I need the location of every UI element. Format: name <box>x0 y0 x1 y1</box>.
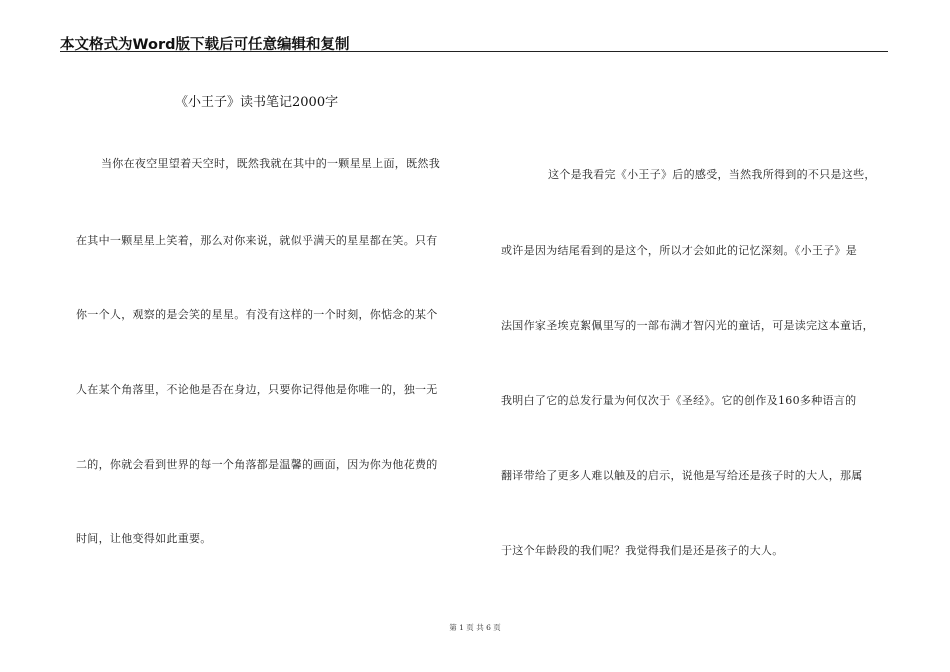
paragraph-line: 人在某个角落里，不论他是否在身边，只要你记得他是你唯一的，独一无 <box>76 383 438 396</box>
paragraph-line: 法国作家圣埃克絮佩里写的一部布满才智闪光的童话，可是读完这本童话， <box>501 319 874 332</box>
paragraph-line: 翻译带给了更多人难以触及的启示，说他是写给还是孩子时的大人，那属 <box>501 469 863 482</box>
header-divider <box>60 51 888 52</box>
paragraph-line: 当你在夜空里望着天空时，既然我就在其中的一颗星星上面，既然我 <box>101 157 440 170</box>
page-number-footer: 第 1 页 共 6 页 <box>449 623 501 632</box>
paragraph-line: 在其中一颗星星上笑着，那么对你来说，就似乎满天的星星都在笑。只有 <box>76 234 438 247</box>
paragraph-line: 这个是我看完《小王子》后的感受，当然我所得到的不只是这些， <box>548 168 876 181</box>
page-header-note: 本文格式为Word版下载后可任意编辑和复制 <box>60 37 350 53</box>
paragraph-line: 时间，让他变得如此重要。 <box>76 532 212 545</box>
paragraph-line: 或许是因为结尾看到的是这个，所以才会如此的记忆深刻。《小王子》是 <box>501 244 858 257</box>
paragraph-line: 于这个年龄段的我们呢？我觉得我们是还是孩子的大人。 <box>501 544 784 557</box>
paragraph-line: 我明白了它的总发行量为何仅次于《圣经》。它的创作及160多种语言的 <box>501 394 857 407</box>
document-title: 《小王子》读书笔记2000字 <box>175 95 339 110</box>
paragraph-line: 你一个人，观察的是会笑的星星。有没有这样的一个时刻，你惦念的某个 <box>76 308 438 321</box>
paragraph-line: 二的，你就会看到世界的每一个角落都是温馨的画面，因为你为他花费的 <box>76 458 438 471</box>
